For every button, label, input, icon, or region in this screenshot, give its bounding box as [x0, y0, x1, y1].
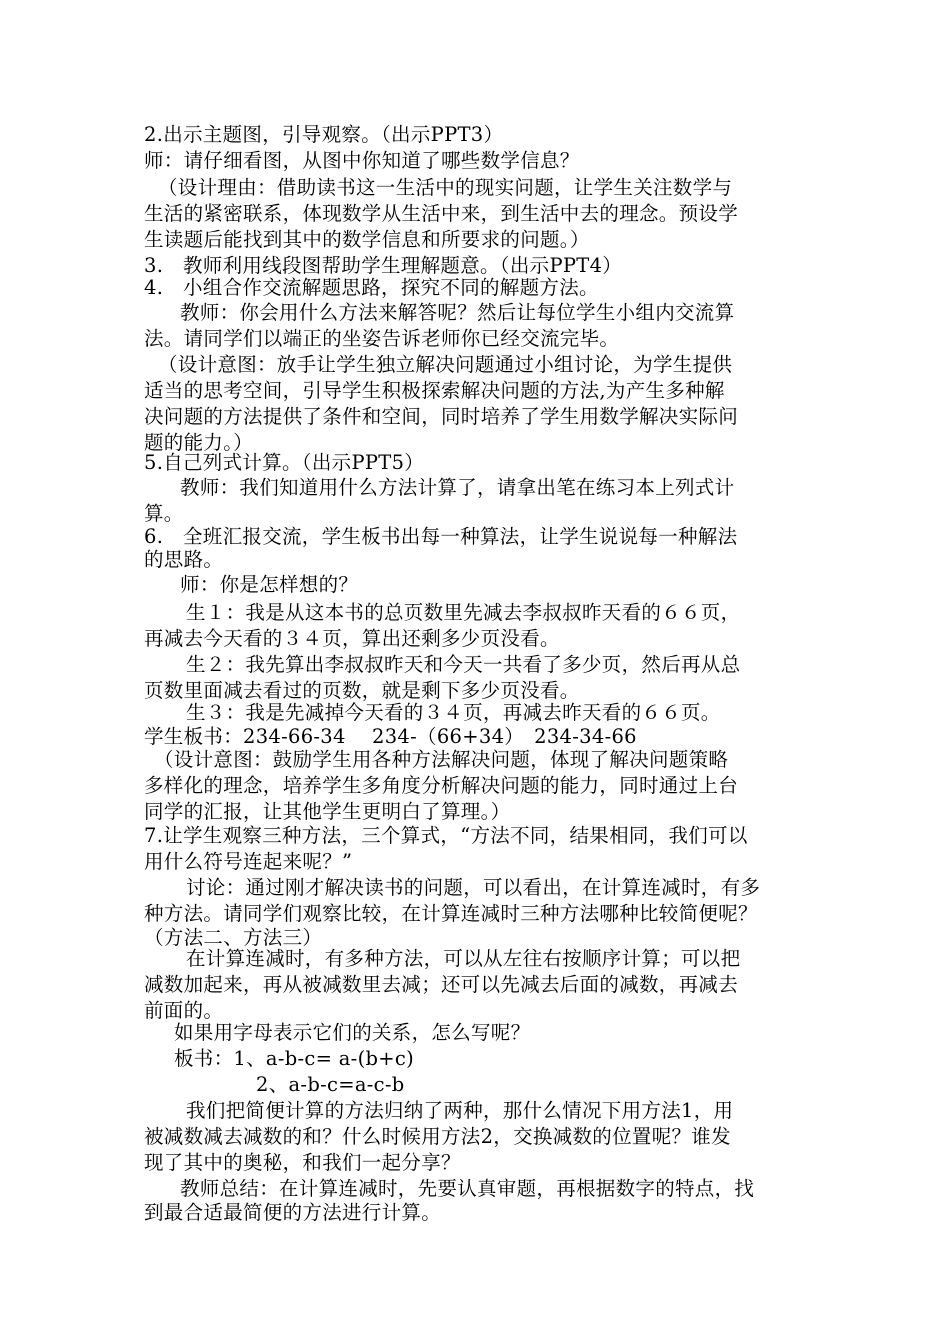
- text-line: 题的能力。）: [144, 431, 254, 454]
- text-line: 教师总结：在计算连减时，先要认真审题，再根据数字的特点，找: [180, 1177, 755, 1200]
- text-line: （设计意图：放手让学生独立解决问题通过小组讨论，为学生提供: [158, 353, 733, 376]
- text-line: 我们把简便计算的方法归纳了两种，那什么情况下用方法1，用: [186, 1099, 734, 1122]
- text-line: 多样化的理念，培养学生多角度分析解决问题的能力，同时通过上台: [144, 774, 739, 797]
- text-line: 如果用字母表示它们的关系，怎么写呢？: [174, 1021, 531, 1044]
- text-line: 适当的思考空间，引导学生积极探索解决问题的方法,为产生多种解: [144, 379, 725, 402]
- text-line: 生读题后能找到其中的数学信息和所要求的问题。）: [144, 228, 590, 251]
- text-line: 种方法。请同学们观察比较，在计算连减时三种方法哪种比较简便呢？: [144, 902, 758, 925]
- text-line: 被减数减去减数的和？什么时候用方法2，交换减数的位置呢？谁发: [144, 1125, 731, 1148]
- text-line: 5.自己列式计算。（出示PPT5）: [144, 451, 425, 474]
- text-line: 生活的紧密联系，体现数学从生活中来，到生活中去的理念。预设学: [144, 202, 739, 225]
- text-line: 的思路。: [144, 548, 224, 571]
- text-line: （方法二、方法三）: [144, 926, 323, 949]
- text-line: 6. 全班汇报交流，学生板书出每一种算法，让学生说说每一种解法: [144, 525, 738, 548]
- text-line: 板书：1、a-b-c= a-(b+c): [174, 1047, 415, 1070]
- text-line: 生１：我是从这本书的总页数里先减去李叔叔昨天看的６６页，: [186, 601, 741, 624]
- text-line: 生３：我是先减掉今天看的３４页，再减去昨天看的６６页。: [186, 701, 721, 724]
- text-line: 再减去今天看的３４页，算出还剩多少页没看。: [144, 627, 560, 650]
- text-line: 师：请仔细看图，从图中你知道了哪些数学信息？: [144, 149, 580, 172]
- text-line: 讨论：通过刚才解决读书的问题，可以看出，在计算连减时，有多: [186, 876, 761, 899]
- text-line: 2.出示主题图，引导观察。（出示PPT3）: [144, 123, 504, 146]
- text-line: 页数里面减去看过的页数，就是剩下多少页没看。: [144, 679, 580, 702]
- text-line: 3. 教师利用线段图帮助学生理解题意。（出示PPT4）: [144, 254, 623, 277]
- text-line: 2、a-b-c=a-c-b: [256, 1073, 405, 1096]
- text-line: 学生板书：234-66-34 234-（66+34） 234-34-66: [144, 725, 637, 748]
- text-line: 在计算连减时，有多种方法，可以从左往右按顺序计算；可以把: [186, 947, 741, 970]
- text-line: 前面的。: [144, 999, 224, 1022]
- text-line: 7.让学生观察三种方法，三个算式，“方法不同，结果相同，我们可以: [144, 824, 748, 847]
- text-line: 法。请同学们以端正的坐姿告诉老师你已经交流完毕。: [144, 327, 620, 350]
- text-line: 生２：我先算出李叔叔昨天和今天一共看了多少页，然后再从总: [186, 653, 741, 676]
- text-line: 现了其中的奥秘，和我们一起分享？: [144, 1151, 461, 1174]
- text-line: 师：你是怎样想的？: [180, 573, 359, 596]
- text-line: 到最合适最简便的方法进行计算。: [144, 1201, 442, 1224]
- text-line: 用什么符号连起来呢？”: [144, 850, 353, 873]
- text-line: 减数加起来，再从被减数里去减；还可以先减去后面的减数，再减去: [144, 973, 739, 996]
- text-line: （设计意图：鼓励学生用各种方法解决问题，体现了解决问题策略: [154, 748, 729, 771]
- text-line: 4. 小组合作交流解题思路，探究不同的解题方法。: [144, 276, 599, 299]
- text-line: 决问题的方法提供了条件和空间，同时培养了学生用数学解决实际问: [144, 405, 739, 428]
- text-line: 教师：你会用什么方法来解答呢？然后让每位学生小组内交流算: [180, 301, 735, 324]
- text-line: 算。: [144, 502, 184, 525]
- text-line: （设计理由：借助读书这一生活中的现实问题，让学生关注数学与: [158, 176, 733, 199]
- text-line: 同学的汇报，让其他学生更明白了算理。）: [144, 800, 511, 823]
- text-line: 教师：我们知道用什么方法计算了，请拿出笔在练习本上列式计: [180, 476, 735, 499]
